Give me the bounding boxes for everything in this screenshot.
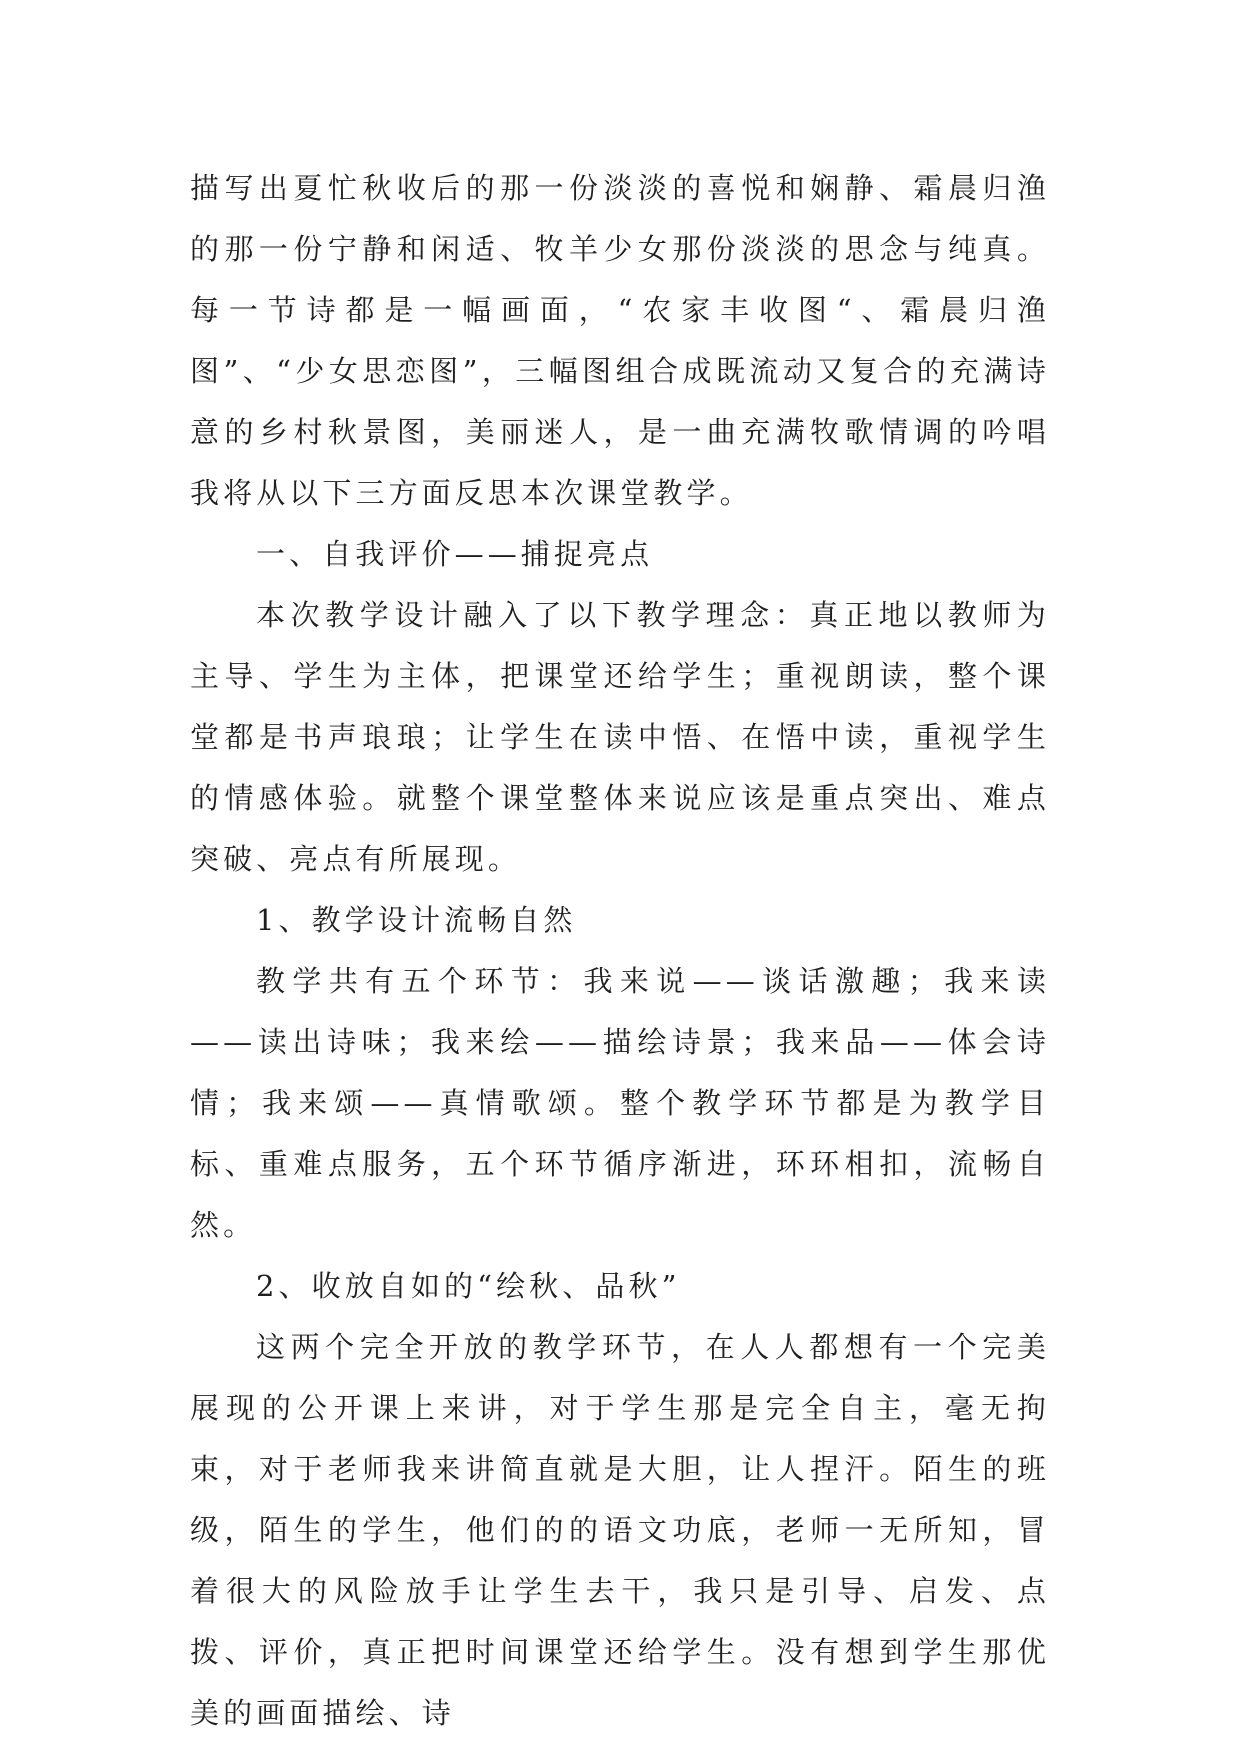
paragraph-teaching-concepts: 本次教学设计融入了以下教学理念：真正地以教师为主导、学生为主体，把课堂还给学生；重视朗读，整个课堂都是书声琅琅；让学生在读中悟、在悟中读，重视学生的情感体验。就整个课堂整体来说应该是重点突出、难点突破、亮点有所展现。 [190,598,1050,876]
paragraph-poem-summary: 描写出夏忙秋收后的那一份淡淡的喜悦和娴静、霜晨归渔的那一份宁静和闲适、牧羊少女那份淡淡的思念与纯真。每一节诗都是一幅画面，“农家丰收图“、霜晨归渔图”、“少女思恋图”，三幅图组合成既流动又复合的充满诗意的乡村秋景图，美丽迷人，是一曲充满牧歌情调的吟唱我将从以下三方面反思本次课堂教学。 [190,171,1050,510]
paragraph-five-steps: 教学共有五个环节：我来说——谈话激趣；我来读——读出诗味；我来绘——描绘诗景；我来品——体会诗情；我来颂——真情歌颂。整个教学环节都是为教学目标、重难点服务，五个环节循序渐进，环环相扣，流畅自然。 [190,964,1050,1242]
subheading-design-flow: 1、教学设计流畅自然 [256,903,577,937]
document-page [190,158,1050,1744]
paragraph-open-teaching: 这两个完全开放的教学环节，在人人都想有一个完美展现的公开课上来讲，对于学生那是完全自主，毫无拘束，对于老师我来讲简直就是大胆，让人捏汗。陌生的班级，陌生的学生，他们的的语文功底，老师一无所知，冒着很大的风险放手让学生去干，我只是引导、启发、点拨、评价，真正把时间课堂还给学生。没有想到学生那优美的画面描绘、诗 [190,1330,1050,1730]
subheading-draw-taste-autumn: 2、收放自如的“绘秋、品秋” [256,1269,681,1303]
heading-self-evaluation: 一、自我评价——捕捉亮点 [256,537,654,571]
